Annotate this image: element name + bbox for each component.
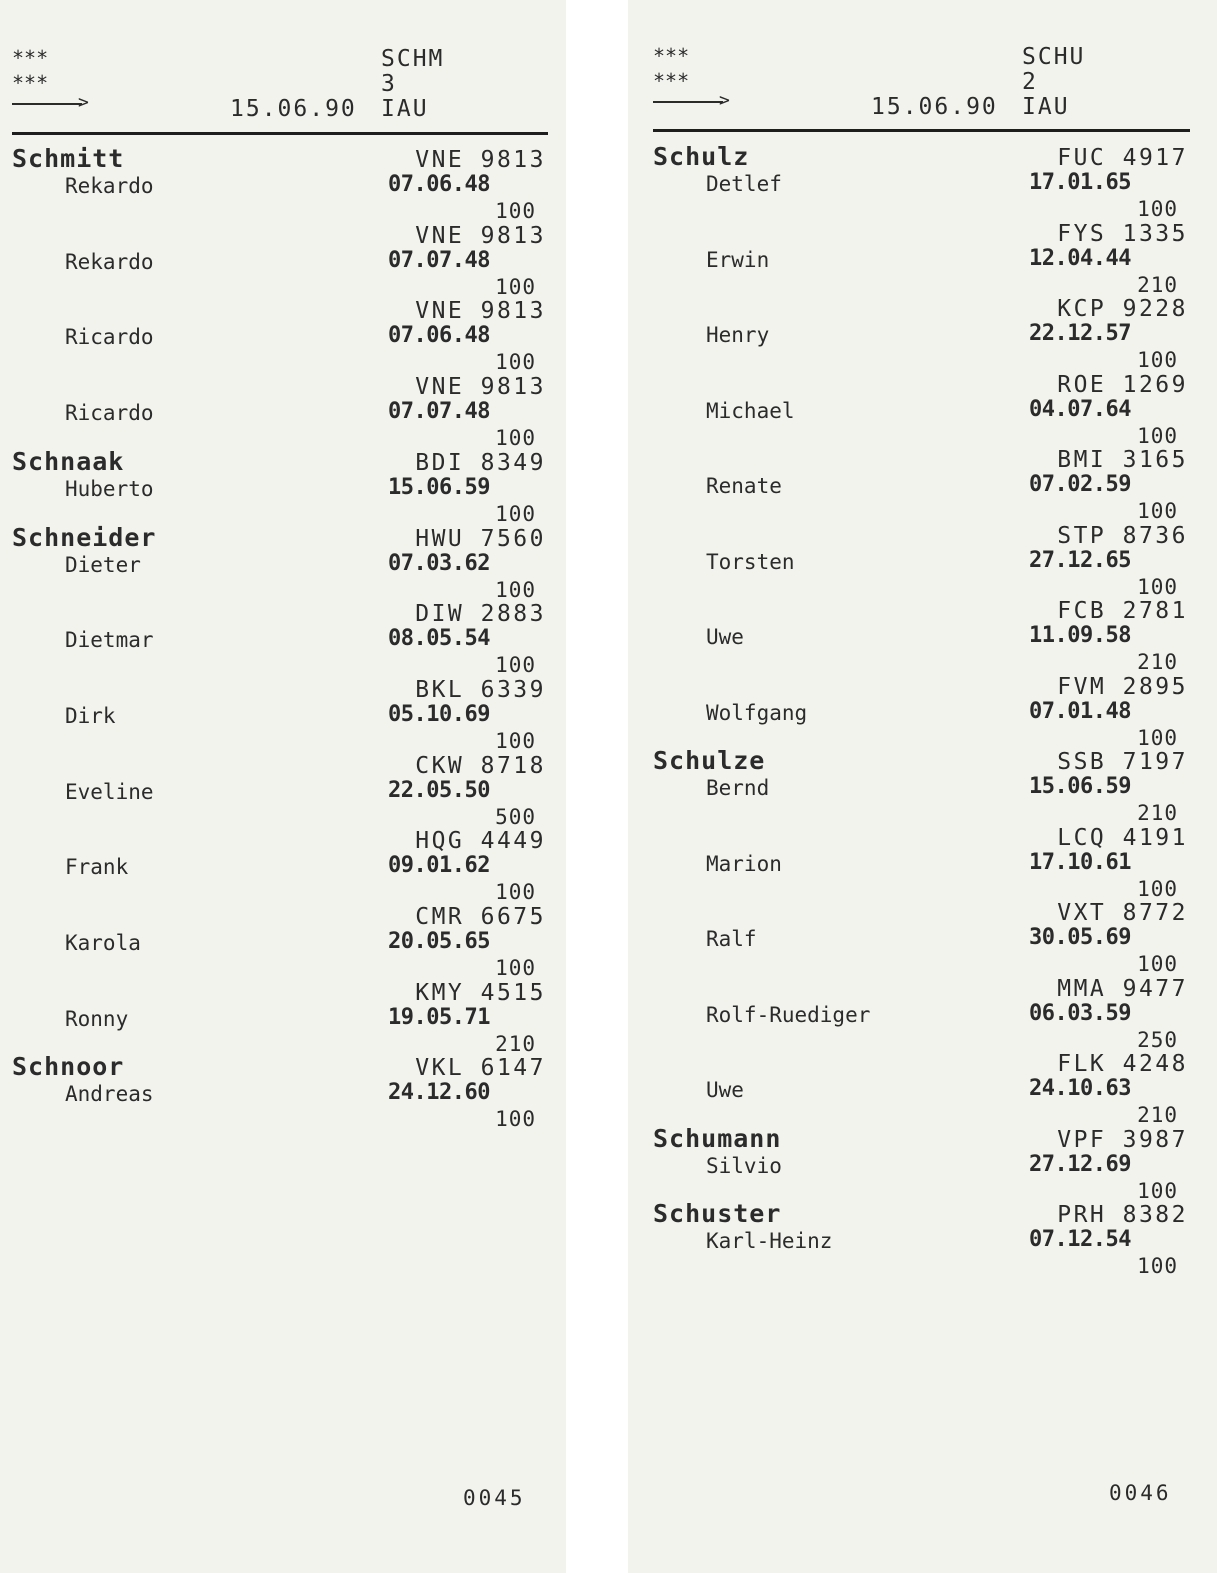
entry-given-name: Ronny — [65, 1006, 129, 1031]
entry-number: 250 — [1137, 1027, 1178, 1052]
entry-code: FLK 4248 — [1057, 1051, 1188, 1077]
entry-given-name: Rolf-Ruediger — [706, 1002, 871, 1027]
entry-given-name: Bernd — [706, 776, 770, 800]
header-rule — [12, 132, 548, 135]
printout-page-left — [0, 0, 566, 1573]
entry-number: 100 — [1137, 725, 1178, 750]
page-number: 0045 — [463, 1486, 526, 1510]
entry-given-name: Ralf — [706, 927, 757, 951]
entry-number: 100 — [495, 653, 536, 678]
entry-code: HWU 7560 — [415, 525, 546, 552]
entry-number: 100 — [495, 350, 536, 375]
entry-number: 100 — [1137, 574, 1178, 599]
printout-page-right — [628, 0, 1217, 1573]
header-code-line-3: IAU — [1022, 94, 1070, 120]
entry-code: VNE 9813 — [415, 147, 546, 173]
entry-number: 100 — [495, 956, 536, 980]
entry-code: STP 8736 — [1057, 522, 1188, 549]
entry-code: HQG 4449 — [415, 828, 546, 855]
entry-date: 27.12.65 — [1029, 547, 1131, 573]
entry-given-name: Rekardo — [65, 249, 154, 274]
entry-date: 20.05.65 — [388, 929, 490, 954]
entry-code: MMA 9477 — [1057, 975, 1188, 1002]
header-code-line-2: 2 — [1022, 69, 1038, 95]
entry-date: 07.06.48 — [388, 323, 490, 349]
entry-number: 210 — [1137, 650, 1178, 674]
entry-code: FYS 1335 — [1057, 220, 1188, 247]
entry-number: 210 — [1137, 272, 1178, 297]
entry-number: 100 — [495, 274, 536, 299]
entry-number: 500 — [495, 804, 536, 829]
entry-given-name: Rekardo — [65, 174, 154, 198]
entry-number: 100 — [495, 577, 536, 602]
entry-date: 24.10.63 — [1029, 1076, 1131, 1101]
header-stars-2: *** — [653, 69, 690, 93]
entry-given-name: Silvio — [706, 1153, 782, 1178]
header-rule — [653, 129, 1190, 132]
entry-surname: Schnaak — [12, 446, 125, 476]
entry-date: 07.03.62 — [388, 550, 490, 576]
entry-given-name: Marion — [706, 851, 782, 876]
entry-date: 22.12.57 — [1029, 321, 1131, 346]
entry-number: 100 — [1137, 197, 1178, 221]
entry-date: 27.12.69 — [1029, 1151, 1131, 1177]
entry-code: FCB 2781 — [1057, 598, 1188, 624]
entry-code: ROE 1269 — [1057, 371, 1188, 398]
entry-code: BKL 6339 — [415, 676, 546, 703]
entry-given-name: Andreas — [65, 1082, 154, 1107]
header-code-line-1: SCHU — [1022, 44, 1086, 70]
entry-date: 05.10.69 — [388, 701, 490, 727]
entry-code: KMY 4515 — [415, 979, 546, 1006]
entry-surname: Schnoor — [12, 1052, 125, 1082]
entry-date: 17.10.61 — [1029, 849, 1131, 875]
entry-date: 12.04.44 — [1029, 245, 1131, 271]
page-content — [12, 0, 548, 1573]
entry-surname: Schulze — [653, 746, 766, 775]
header-code-line-2: 3 — [381, 71, 397, 97]
arrow-icon: > — [653, 94, 733, 108]
entry-code: VNE 9813 — [415, 298, 546, 325]
entry-code: BDI 8349 — [415, 449, 546, 476]
entry-code: CMR 6675 — [415, 904, 546, 930]
page-number: 0046 — [1109, 1481, 1172, 1505]
entry-number: 100 — [1137, 499, 1178, 523]
entry-code: CKW 8718 — [415, 752, 546, 779]
entry-number: 210 — [1137, 801, 1178, 825]
entry-date: 24.12.60 — [388, 1080, 490, 1106]
entry-date: 07.07.48 — [388, 247, 490, 273]
entry-code: VNE 9813 — [415, 374, 546, 401]
entry-given-name: Michael — [706, 398, 795, 423]
entry-code: LCQ 4191 — [1057, 824, 1188, 851]
entry-date: 07.12.54 — [1029, 1227, 1131, 1252]
entry-given-name: Huberto — [65, 476, 154, 501]
entry-given-name: Uwe — [706, 1078, 744, 1102]
entry-number: 100 — [495, 880, 536, 905]
entry-surname: Schulz — [653, 142, 750, 171]
entry-number: 100 — [495, 1107, 536, 1132]
entry-surname: Schneider — [12, 522, 157, 552]
entry-number: 210 — [1137, 1103, 1178, 1127]
arrow-icon: > — [12, 96, 92, 110]
entry-code: VNE 9813 — [415, 222, 546, 249]
entry-given-name: Dirk — [65, 703, 116, 728]
entry-given-name: Torsten — [706, 549, 795, 574]
entry-number: 210 — [495, 1031, 536, 1056]
entry-date: 07.07.48 — [388, 399, 490, 425]
header-date: 15.06.90 — [871, 94, 998, 120]
entry-date: 09.01.62 — [388, 853, 490, 879]
entry-given-name: Frank — [65, 855, 129, 880]
entry-given-name: Detlef — [706, 172, 782, 196]
entry-date: 04.07.64 — [1029, 396, 1131, 422]
entry-code: VPF 3987 — [1057, 1126, 1188, 1153]
page-content — [653, 0, 1190, 1573]
entry-code: PRH 8382 — [1057, 1202, 1188, 1228]
entry-given-name: Ricardo — [65, 325, 154, 350]
entry-given-name: Karl-Heinz — [706, 1229, 833, 1253]
entry-date: 15.06.59 — [388, 474, 490, 500]
entry-code: SSB 7197 — [1057, 749, 1188, 775]
entry-number: 100 — [495, 728, 536, 753]
header-stars-1: *** — [653, 44, 690, 68]
entry-given-name: Dietmar — [65, 628, 154, 653]
entry-code: DIW 2883 — [415, 601, 546, 628]
entry-given-name: Eveline — [65, 779, 154, 804]
entry-date: 11.09.58 — [1029, 623, 1131, 648]
entry-number: 100 — [1137, 876, 1178, 901]
entry-number: 100 — [1137, 423, 1178, 448]
entry-given-name: Karola — [65, 931, 141, 955]
entry-number: 100 — [1137, 1178, 1178, 1203]
entry-given-name: Dieter — [65, 552, 141, 577]
entry-surname: Schuster — [653, 1199, 782, 1228]
entry-surname: Schmitt — [12, 144, 125, 173]
entry-surname: Schumann — [653, 1123, 782, 1153]
entry-number: 100 — [495, 501, 536, 526]
entry-number: 100 — [495, 199, 536, 223]
entry-code: VKL 6147 — [415, 1055, 546, 1082]
header-date: 15.06.90 — [230, 96, 357, 122]
entry-code: FUC 4917 — [1057, 145, 1188, 171]
entry-date: 07.06.48 — [388, 172, 490, 197]
header-stars-2: *** — [12, 71, 49, 95]
entry-date: 30.05.69 — [1029, 925, 1131, 950]
entry-code: KCP 9228 — [1057, 296, 1188, 322]
entry-date: 08.05.54 — [388, 626, 490, 652]
entry-date: 06.03.59 — [1029, 1000, 1131, 1026]
entry-given-name: Renate — [706, 474, 782, 498]
entry-number: 100 — [495, 426, 536, 451]
entry-date: 07.02.59 — [1029, 472, 1131, 497]
entry-given-name: Uwe — [706, 625, 744, 649]
entry-date: 22.05.50 — [388, 777, 490, 803]
entry-number: 100 — [1137, 348, 1178, 372]
entry-code: VXT 8772 — [1057, 900, 1188, 926]
entry-given-name: Henry — [706, 323, 770, 347]
entry-given-name: Wolfgang — [706, 700, 808, 725]
entry-date: 07.01.48 — [1029, 698, 1131, 724]
entry-number: 100 — [1137, 1254, 1178, 1278]
entry-code: FVM 2895 — [1057, 673, 1188, 700]
entry-date: 19.05.71 — [388, 1004, 490, 1030]
entry-date: 17.01.65 — [1029, 170, 1131, 195]
header-code-line-1: SCHM — [381, 46, 445, 72]
header-stars-1: *** — [12, 46, 49, 70]
entry-date: 15.06.59 — [1029, 774, 1131, 799]
header-code-line-3: IAU — [381, 96, 429, 122]
entry-given-name: Erwin — [706, 247, 770, 272]
entry-number: 100 — [1137, 952, 1178, 976]
entry-code: BMI 3165 — [1057, 447, 1188, 473]
entry-given-name: Ricardo — [65, 401, 154, 426]
